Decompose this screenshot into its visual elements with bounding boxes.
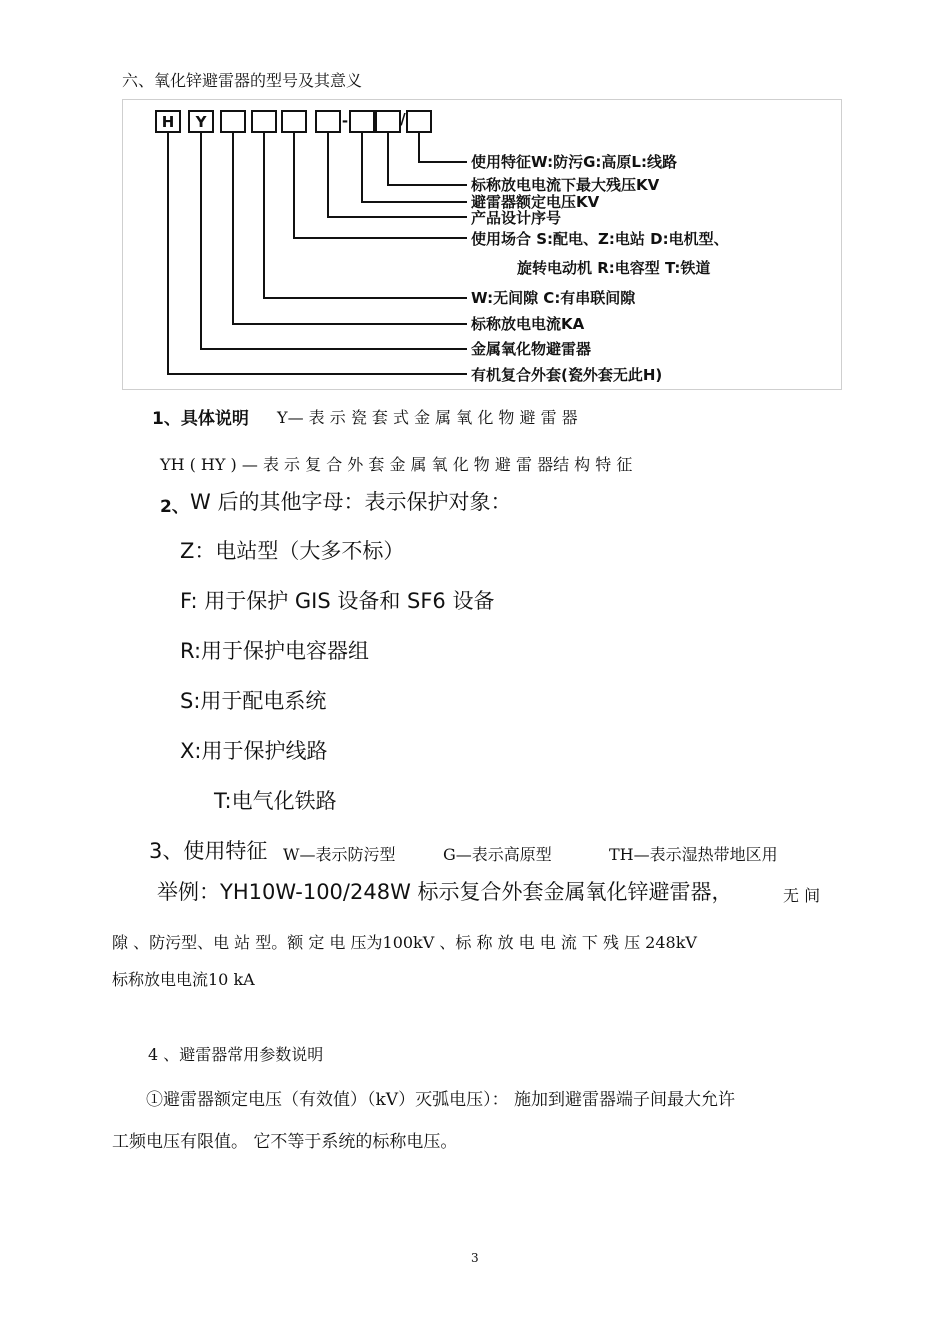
- code-box-4: [252, 111, 276, 132]
- item3-example-line3: 标称放电电流10 kA: [112, 970, 255, 989]
- item2-entry-z: Z：电站型（大多不标）: [180, 539, 405, 563]
- leader-1: [419, 132, 467, 162]
- diagram-label-8: 标称放电电流KA: [471, 315, 585, 333]
- leader-2: [388, 132, 467, 185]
- code-box-3: [221, 111, 245, 132]
- leader-7: [233, 132, 467, 324]
- code-separator-slash: /: [400, 110, 406, 128]
- code-box-5: [282, 111, 306, 132]
- diagram-label-5: 使用场合 S:配电、Z:电站 D:电机型、: [471, 230, 729, 248]
- model-code-diagram: [122, 99, 842, 390]
- item3-example-lead: 举例：YH10W-100/248W 标示复合外套金属氧化锌避雷器，: [157, 880, 733, 904]
- code-box-9: [407, 111, 431, 132]
- model-code-diagram-svg: [123, 100, 841, 389]
- code-separator-dash: -: [341, 112, 349, 130]
- item2-entry-x: X:用于保护线路: [180, 739, 328, 763]
- item2-entry-t: T:电气化铁路: [214, 789, 337, 813]
- item2-number: 2、: [160, 497, 189, 517]
- diagram-label-6: 旋转电动机 R:电容型 T:铁道: [517, 259, 711, 277]
- code-letter-y: Y: [195, 113, 207, 131]
- diagram-label-4: 产品设计序号: [471, 209, 562, 227]
- item3-example-line2: 隙 、防污型、电 站 型。额 定 电 压为100kV 、标 称 放 电 电 流 下 残 压 248kV: [112, 933, 697, 952]
- section-title: 六、氧化锌避雷器的型号及其意义: [122, 71, 363, 90]
- diagram-label-7: W:无间隙 C:有串联间隙: [471, 289, 636, 307]
- code-box-7: [350, 111, 374, 132]
- item2-entry-f: F: 用于保护 GIS 设备和 SF6 设备: [180, 589, 495, 613]
- item1-line1: Y— 表 示 瓷 套 式 金 属 氧 化 物 避 雷 器: [277, 408, 578, 427]
- item4-heading: 4 、避雷器常用参数说明: [148, 1045, 324, 1064]
- leader-9: [168, 132, 467, 374]
- diagram-label-3: 避雷器额定电压KV: [471, 193, 600, 211]
- item3-feature-g: G—表示高原型: [443, 845, 552, 864]
- item4-paragraph-line1: ①避雷器额定电压（有效值）（kV）灭弧电压）： 施加到避雷器端子间最大允许: [146, 1090, 735, 1110]
- item3-example-tail: 无 间: [783, 886, 821, 905]
- leader-8: [201, 132, 467, 349]
- item3-feature-w: W—表示防污型: [283, 845, 396, 864]
- diagram-label-1: 使用特征W:防污G:高原L:线路: [471, 153, 677, 171]
- item1-heading: 1、具体说明: [152, 409, 249, 429]
- item2-entry-r: R:用于保护电容器组: [180, 639, 370, 663]
- item2-entry-s: S:用于配电系统: [180, 689, 327, 713]
- leader-4: [328, 132, 467, 217]
- item3-feature-th: TH—表示湿热带地区用: [609, 845, 778, 864]
- code-box-8: [376, 111, 400, 132]
- diagram-label-2: 标称放电电流下最大残压KV: [471, 176, 660, 194]
- diagram-label-9: 金属氧化物避雷器: [471, 340, 592, 358]
- leader-3: [362, 132, 467, 202]
- code-box-6: [316, 111, 340, 132]
- code-letter-h: H: [161, 113, 175, 131]
- diagram-label-10: 有机复合外套(瓷外套无此H): [471, 366, 663, 384]
- page-number: 3: [471, 1251, 479, 1265]
- item1-line2: YH ( HY ) — 表 示 复 合 外 套 金 属 氧 化 物 避 雷 器结 构 特 征: [160, 455, 633, 474]
- item3-heading: 3、使用特征: [149, 839, 268, 863]
- item4-paragraph-line2: 工频电压有限值。 它不等于系统的标称电压。: [112, 1132, 458, 1152]
- item2-heading: W 后的其他字母：表示保护对象：: [190, 490, 512, 514]
